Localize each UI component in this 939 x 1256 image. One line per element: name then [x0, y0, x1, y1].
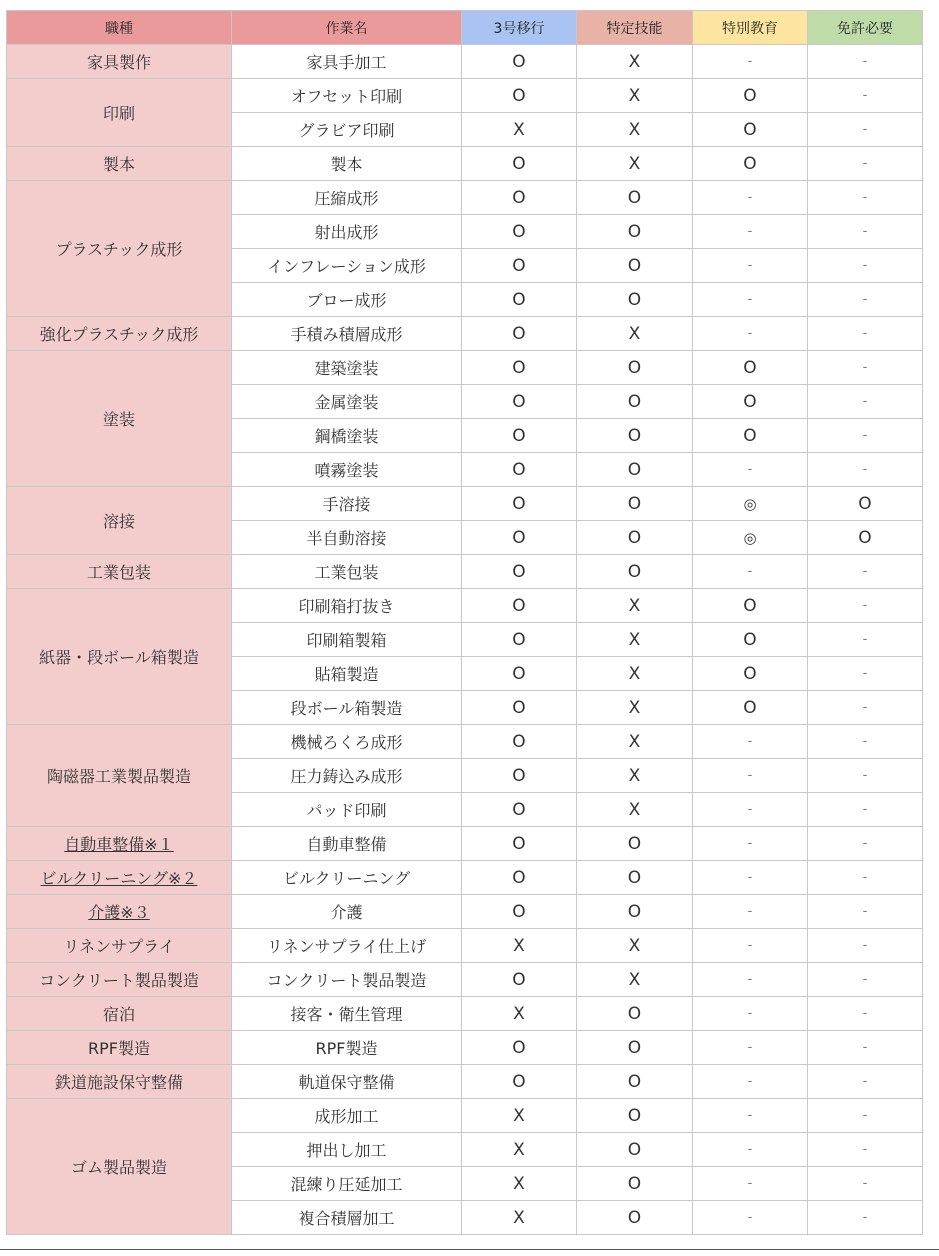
specified-skill-cell: X	[577, 113, 693, 147]
job-type-label: RPF製造	[88, 1039, 150, 1058]
special-education-cell: -	[693, 555, 808, 589]
no3-transition-cell: O	[462, 45, 577, 79]
work-name-cell: 鋼橋塗装	[232, 419, 462, 453]
license-required-cell: -	[808, 1065, 923, 1099]
job-type-link[interactable]: ビルクリーニング※２	[40, 869, 198, 888]
job-type-label: リネンサプライ	[63, 937, 175, 956]
header-no3-transition: 3号移行	[462, 11, 577, 45]
specified-skill-cell: O	[577, 351, 693, 385]
license-required-cell: -	[808, 283, 923, 317]
special-education-cell: O	[693, 623, 808, 657]
job-type-cell	[7, 725, 232, 827]
job-type-cell[interactable]	[7, 827, 232, 861]
job-type-cell	[7, 79, 232, 147]
specified-skill-cell: O	[577, 419, 693, 453]
work-name-cell: 半自動溶接	[232, 521, 462, 555]
special-education-cell: -	[693, 725, 808, 759]
license-required-cell: -	[808, 45, 923, 79]
work-name-cell: 圧縮成形	[232, 181, 462, 215]
special-education-cell: -	[693, 1133, 808, 1167]
license-required-cell: -	[808, 929, 923, 963]
license-required-cell: -	[808, 453, 923, 487]
no3-transition-cell: O	[462, 963, 577, 997]
special-education-cell: -	[693, 929, 808, 963]
no3-transition-cell: X	[462, 1099, 577, 1133]
work-name-cell: 機械ろくろ成形	[232, 725, 462, 759]
no3-transition-cell: O	[462, 861, 577, 895]
special-education-cell: O	[693, 419, 808, 453]
work-name-cell: 建築塗装	[232, 351, 462, 385]
job-type-cell	[7, 181, 232, 317]
work-name-cell: グラビア印刷	[232, 113, 462, 147]
header-job-type: 職種	[7, 11, 232, 45]
special-education-cell: -	[693, 317, 808, 351]
no3-transition-cell: O	[462, 283, 577, 317]
special-education-cell: O	[693, 351, 808, 385]
table-row	[7, 147, 923, 181]
work-name-cell: オフセット印刷	[232, 79, 462, 113]
specified-skill-cell: O	[577, 1065, 693, 1099]
work-name-cell: 介護	[232, 895, 462, 929]
license-required-cell: -	[808, 759, 923, 793]
license-required-cell: -	[808, 895, 923, 929]
special-education-cell: -	[693, 997, 808, 1031]
license-required-cell: -	[808, 385, 923, 419]
specified-skill-cell: X	[577, 147, 693, 181]
no3-transition-cell: O	[462, 759, 577, 793]
special-education-cell: -	[693, 895, 808, 929]
specified-skill-cell: O	[577, 249, 693, 283]
work-name-cell: 射出成形	[232, 215, 462, 249]
job-type-cell	[7, 929, 232, 963]
table-row	[7, 861, 923, 895]
job-type-cell	[7, 1099, 232, 1235]
table-row	[7, 895, 923, 929]
special-education-cell: O	[693, 589, 808, 623]
table-row	[7, 317, 923, 351]
job-type-label: 強化プラスチック成形	[39, 325, 199, 344]
license-required-cell: -	[808, 1099, 923, 1133]
no3-transition-cell: O	[462, 521, 577, 555]
no3-transition-cell: O	[462, 385, 577, 419]
special-education-cell: -	[693, 1031, 808, 1065]
work-name-cell: 家具手加工	[232, 45, 462, 79]
no3-transition-cell: O	[462, 793, 577, 827]
job-type-label: ゴム製品製造	[70, 1158, 167, 1177]
no3-transition-cell: X	[462, 113, 577, 147]
special-education-cell: -	[693, 249, 808, 283]
specified-skill-cell: O	[577, 215, 693, 249]
specified-skill-cell: O	[577, 181, 693, 215]
table-row	[7, 1099, 923, 1133]
special-education-cell: -	[693, 759, 808, 793]
license-required-cell: -	[808, 827, 923, 861]
specified-skill-cell: O	[577, 283, 693, 317]
license-required-cell: -	[808, 1133, 923, 1167]
license-required-cell: -	[808, 147, 923, 181]
table-row	[7, 181, 923, 215]
no3-transition-cell: O	[462, 351, 577, 385]
no3-transition-cell: O	[462, 589, 577, 623]
job-type-label: 鉄道施設保守整備	[54, 1073, 183, 1092]
specified-skill-cell: O	[577, 555, 693, 589]
job-type-cell	[7, 963, 232, 997]
license-required-cell: -	[808, 963, 923, 997]
table-row	[7, 487, 923, 521]
work-name-cell: 自動車整備	[232, 827, 462, 861]
license-required-cell: -	[808, 623, 923, 657]
specified-skill-cell: O	[577, 1133, 693, 1167]
special-education-cell: O	[693, 657, 808, 691]
no3-transition-cell: O	[462, 249, 577, 283]
no3-transition-cell: O	[462, 895, 577, 929]
job-type-cell	[7, 45, 232, 79]
license-required-cell: -	[808, 419, 923, 453]
job-type-label: 家具製作	[86, 53, 151, 72]
table-row	[7, 1031, 923, 1065]
work-name-cell: 押出し加工	[232, 1133, 462, 1167]
work-name-cell: 段ボール箱製造	[232, 691, 462, 725]
job-type-label: 塗装	[102, 410, 135, 429]
no3-transition-cell: O	[462, 691, 577, 725]
license-required-cell: -	[808, 1167, 923, 1201]
special-education-cell: -	[693, 1167, 808, 1201]
no3-transition-cell: X	[462, 929, 577, 963]
work-name-cell: ブロー成形	[232, 283, 462, 317]
license-required-cell: -	[808, 725, 923, 759]
job-type-label: 陶磁器工業製品製造	[46, 767, 191, 786]
table-row	[7, 79, 923, 113]
special-education-cell: O	[693, 691, 808, 725]
no3-transition-cell: O	[462, 623, 577, 657]
job-type-cell[interactable]	[7, 895, 232, 929]
specified-skill-cell: O	[577, 1099, 693, 1133]
license-required-cell: O	[808, 487, 923, 521]
work-name-cell: 工業包装	[232, 555, 462, 589]
specified-skill-cell: O	[577, 487, 693, 521]
table-row	[7, 555, 923, 589]
special-education-cell: -	[693, 45, 808, 79]
job-type-cell	[7, 589, 232, 725]
job-type-cell	[7, 1065, 232, 1099]
job-type-label: 溶接	[102, 512, 135, 531]
table-row	[7, 929, 923, 963]
work-name-cell: 貼箱製造	[232, 657, 462, 691]
no3-transition-cell: O	[462, 1031, 577, 1065]
no3-transition-cell: O	[462, 181, 577, 215]
no3-transition-cell: O	[462, 317, 577, 351]
no3-transition-cell: O	[462, 215, 577, 249]
specified-skill-cell: X	[577, 759, 693, 793]
specified-skill-cell: X	[577, 623, 693, 657]
no3-transition-cell: X	[462, 1133, 577, 1167]
work-name-cell: ビルクリーニング	[232, 861, 462, 895]
table-row	[7, 589, 923, 623]
job-type-cell	[7, 487, 232, 555]
no3-transition-cell: O	[462, 725, 577, 759]
table-row	[7, 725, 923, 759]
header-work-name: 作業名	[232, 11, 462, 45]
table-row	[7, 45, 923, 79]
no3-transition-cell: O	[462, 827, 577, 861]
specified-skill-cell: O	[577, 1167, 693, 1201]
specified-skill-cell: O	[577, 385, 693, 419]
work-name-cell: 印刷箱打抜き	[232, 589, 462, 623]
job-type-label: 印刷	[102, 104, 135, 123]
specified-skill-cell: X	[577, 317, 693, 351]
no3-transition-cell: O	[462, 419, 577, 453]
header-license-required: 免許必要	[808, 11, 923, 45]
license-required-cell: -	[808, 351, 923, 385]
job-type-label: コンクリート製品製造	[39, 971, 199, 990]
license-required-cell: -	[808, 555, 923, 589]
work-name-cell: コンクリート製品製造	[232, 963, 462, 997]
work-name-cell: 印刷箱製箱	[232, 623, 462, 657]
job-type-cell	[7, 351, 232, 487]
specified-skill-cell: X	[577, 589, 693, 623]
table-container	[6, 10, 923, 1235]
license-required-cell: -	[808, 113, 923, 147]
table-body	[7, 45, 923, 1235]
special-education-cell: -	[693, 963, 808, 997]
license-required-cell: -	[808, 215, 923, 249]
specified-skill-cell: O	[577, 997, 693, 1031]
bottom-divider	[0, 1249, 939, 1250]
work-name-cell: 手積み積層成形	[232, 317, 462, 351]
job-type-label: 宿泊	[102, 1005, 135, 1024]
job-type-label: 製本	[102, 155, 135, 174]
specified-skill-cell: X	[577, 963, 693, 997]
special-education-cell: ◎	[693, 487, 808, 521]
special-education-cell: -	[693, 793, 808, 827]
special-education-cell: -	[693, 1099, 808, 1133]
license-required-cell: -	[808, 1201, 923, 1235]
license-required-cell: -	[808, 79, 923, 113]
job-type-label: プラスチック成形	[55, 240, 183, 259]
work-name-cell: 手溶接	[232, 487, 462, 521]
work-name-cell: リネンサプライ仕上げ	[232, 929, 462, 963]
specified-skill-cell: X	[577, 929, 693, 963]
no3-transition-cell: O	[462, 555, 577, 589]
header-special-education: 特別教育	[693, 11, 808, 45]
specified-skill-cell: O	[577, 521, 693, 555]
work-name-cell: パッド印刷	[232, 793, 462, 827]
license-required-cell: -	[808, 1031, 923, 1065]
job-type-link[interactable]: 介護※３	[88, 903, 150, 922]
license-required-cell: -	[808, 657, 923, 691]
license-required-cell: -	[808, 861, 923, 895]
work-name-cell: 圧力鋳込み成形	[232, 759, 462, 793]
special-education-cell: O	[693, 385, 808, 419]
special-education-cell: -	[693, 181, 808, 215]
license-required-cell: -	[808, 691, 923, 725]
table-row	[7, 827, 923, 861]
special-education-cell: O	[693, 113, 808, 147]
no3-transition-cell: X	[462, 997, 577, 1031]
work-name-cell: インフレーション成形	[232, 249, 462, 283]
special-education-cell: -	[693, 1065, 808, 1099]
specified-skill-cell: O	[577, 1201, 693, 1235]
special-education-cell: -	[693, 283, 808, 317]
job-type-label: 工業包装	[86, 563, 151, 582]
specified-skill-cell: X	[577, 725, 693, 759]
no3-transition-cell: O	[462, 657, 577, 691]
specified-skill-cell: O	[577, 453, 693, 487]
job-type-cell	[7, 997, 232, 1031]
license-required-cell: -	[808, 793, 923, 827]
table-row	[7, 963, 923, 997]
special-education-cell: -	[693, 453, 808, 487]
license-required-cell: -	[808, 317, 923, 351]
specified-skill-cell: O	[577, 1031, 693, 1065]
specified-skill-cell: O	[577, 895, 693, 929]
license-required-cell: -	[808, 249, 923, 283]
specified-skill-cell: O	[577, 861, 693, 895]
no3-transition-cell: X	[462, 1167, 577, 1201]
special-education-cell: O	[693, 147, 808, 181]
work-name-cell: 複合積層加工	[232, 1201, 462, 1235]
work-name-cell: 製本	[232, 147, 462, 181]
job-type-cell	[7, 555, 232, 589]
job-type-link[interactable]: 自動車整備※１	[64, 835, 174, 854]
no3-transition-cell: O	[462, 453, 577, 487]
job-type-cell	[7, 1031, 232, 1065]
license-required-cell: O	[808, 521, 923, 555]
no3-transition-cell: X	[462, 1201, 577, 1235]
work-name-cell: 接客・衛生管理	[232, 997, 462, 1031]
special-education-cell: O	[693, 79, 808, 113]
table-row	[7, 1065, 923, 1099]
specified-skill-cell: X	[577, 793, 693, 827]
no3-transition-cell: O	[462, 79, 577, 113]
specified-skill-cell: X	[577, 657, 693, 691]
license-required-cell: -	[808, 181, 923, 215]
no3-transition-cell: O	[462, 1065, 577, 1099]
work-name-cell: 金属塗装	[232, 385, 462, 419]
job-type-cell[interactable]	[7, 861, 232, 895]
special-education-cell: -	[693, 1201, 808, 1235]
job-type-cell	[7, 147, 232, 181]
work-name-cell: 混練り圧延加工	[232, 1167, 462, 1201]
specified-skill-cell: X	[577, 45, 693, 79]
table-row	[7, 351, 923, 385]
work-name-cell: 軌道保守整備	[232, 1065, 462, 1099]
header-specified-skill: 特定技能	[577, 11, 693, 45]
special-education-cell: -	[693, 215, 808, 249]
special-education-cell: ◎	[693, 521, 808, 555]
work-name-cell: 成形加工	[232, 1099, 462, 1133]
job-category-table	[6, 10, 923, 1235]
specified-skill-cell: O	[577, 827, 693, 861]
special-education-cell: -	[693, 861, 808, 895]
table-row	[7, 997, 923, 1031]
work-name-cell: RPF製造	[232, 1031, 462, 1065]
work-name-cell: 噴霧塗装	[232, 453, 462, 487]
special-education-cell: -	[693, 827, 808, 861]
specified-skill-cell: X	[577, 691, 693, 725]
job-type-cell	[7, 317, 232, 351]
specified-skill-cell: X	[577, 79, 693, 113]
job-type-label: 紙器・段ボール箱製造	[39, 648, 199, 667]
no3-transition-cell: O	[462, 487, 577, 521]
license-required-cell: -	[808, 589, 923, 623]
header-row	[7, 11, 923, 45]
license-required-cell: -	[808, 997, 923, 1031]
no3-transition-cell: O	[462, 147, 577, 181]
